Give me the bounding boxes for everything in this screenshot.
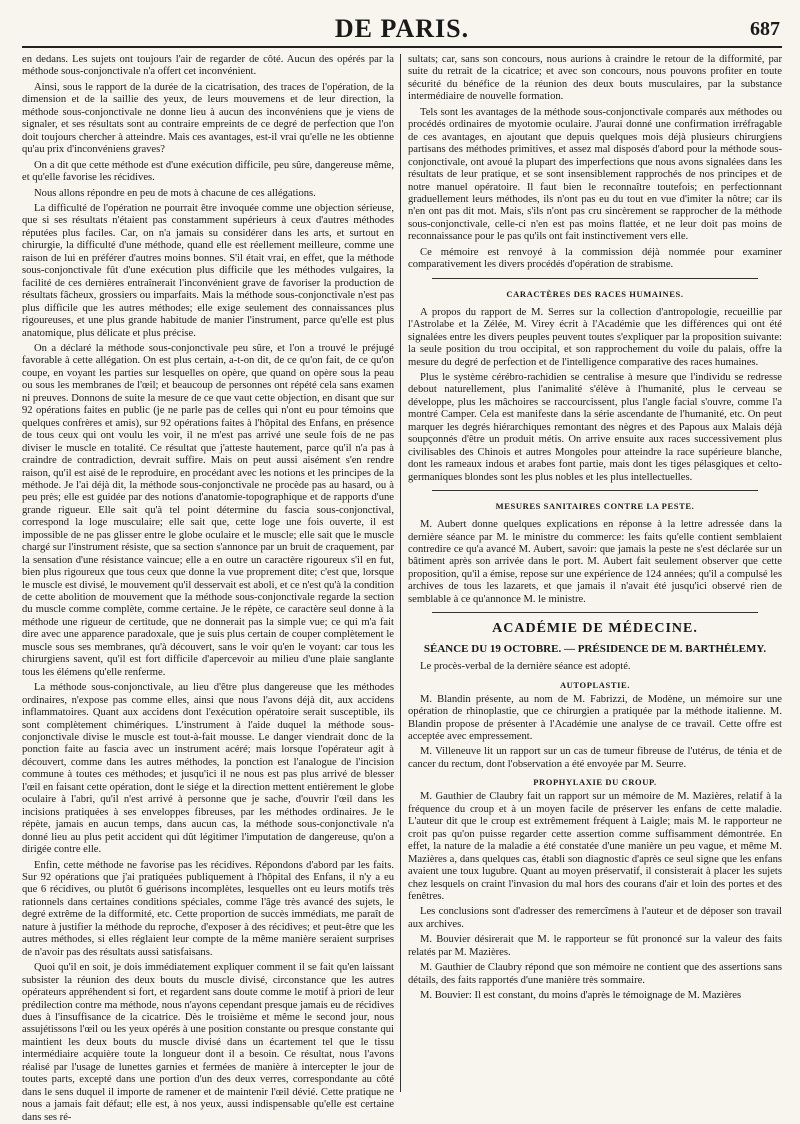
- paragraph: M. Bouvier: Il est constant, du moins d'après le témoignage de M. Mazières: [420, 990, 742, 1002]
- paragraph: On a dit que cette méthode est d'une exécution difficile, peu sûre, dangereuse même, et qu'elle favorise les récidives.: [22, 159, 394, 184]
- columns: [22, 54, 782, 1123]
- column-divider: [400, 54, 401, 1092]
- paragraph: M. Villeneuve lit un rapport sur un cas de tumeur fibreuse de l'utérus, de ténia et de cancer du rectum, dont l'observation a été envoyée par M. Seurre.: [408, 746, 782, 770]
- paragraph: M. Blandin présente, au nom de M. Fabrizzi, de Modène, un mémoire sur une opération de rhinoplastie, que ce chirurgien a pratiquée par la méthode italienne. M. Blandin propose de présenter à l'Académie une analyse de ce travail. Cette offre est acceptée avec empressement.: [408, 693, 782, 743]
- academie-title: ACADÉMIE DE MÉDECINE.: [492, 621, 698, 637]
- section-title-races: CARACTÈRES DES RACES HUMAINES.: [506, 288, 684, 299]
- subsection-title-autoplastie: AUTOPLASTIE.: [559, 679, 631, 690]
- page-number: 687: [750, 18, 780, 40]
- paragraph: On a déclaré la méthode sous-conjonctivale peu sûre, et l'on a trouvé le préjugé favorable à cette allégation. On est plus certain, a-t-on dit, de ce qu'on fait, de ce qu'on coupe, en voyant les parties sur lesquelles on opère, que quand on opère sous la peau ou sous les membranes de l'œil; et beaucoup de personnes ont répété cela sans examen ni preuves. Donnons de suite la mesure de ce que vaut cette objection, en disant que sur 92 opérations faites en public (je ne parle pas de celles qui n'ont eu pour témoins que quelques confrères et amis), sur 92 opérations faites à l'hôpital des Enfans, en présence de tous ceux qui ont voulu les voir, il ne m'est pas arrivé une seule fois de ne pas diviser le muscle en totalité. Ce résultat que j'atteste hautement, parce qu'il n'a pas à craindre de contradiction, devrait suffire. Mais on peut aussi aisément s'en rendre raison, qu'il est aisé de le reproduire, en procédant avec les notions et les principes de la méthode. Je l'ai déjà dit, la méthode sous-conjonctivale ne procède pas au hasard, ou à peu près; elle est guidée par des notions d'anatomie-topographique et de rapports d'une grande rigueur. Elle sait qu'à tel point détermine du fascia sous-conjonctival, correspond la loge musculaire; elle sait que, cette loge une fois ouverte, il est impossible de ne pas glisser entre le globe oculaire et le muscle; elle sait que le muscle chargé sur l'instrument résiste, que sa section s'annonce par un bruit de craquement, par la sensation d'une résistance vaincue; elle a en outre un caractère rigoureux s'il en fut, bien plus rigoureux que tous ceux que donne la vue proprement dite; c'est que, lorsque le muscle est divisé, le mouvement qu'il desservait est aboli, et ce n'est qu'à la condition de cette abolition de mouvement que la méthode sous-conjonctivale regarde la section du muscle comme complète, comme certaine. Je le répète, ce caractère seul donne à la méthode une rigueur de certitude, que ne donnerait pas la simple vue; ce qui m'a fait dire avec une apparence paradoxale, que je suis plus certain de couper complètement le muscle sous ses membranes, qu'à découvert, sans le voir qu'en le voyant: car tous les chirurgiens savent, qu'il est fort difficile d'apercevoir au milieu d'une plaie sanglante tous les élémens qu'elle renferme.: [22, 342, 394, 678]
- left-column: [22, 54, 394, 1123]
- subsection-title-croup: PROPHYLAXIE DU CROUP.: [533, 777, 657, 788]
- paragraph: sultats; car, sans son concours, nous aurions à craindre le retour de la difformité, par suite du retrait de la cicatrice; et avec son concours, nous pouvons profiter en toute sécurité du bénéfice de la réunion des deux bouts musculaires, par la substance intermédiaire de nouvelle formation.: [408, 54, 782, 103]
- seance-heading: SÉANCE DU 19 OCTOBRE. — PRÉSIDENCE DE M. BARTHÉLEMY.: [423, 643, 767, 656]
- page-header: [22, 10, 782, 48]
- paragraph: Ce mémoire est renvoyé à la commission déjà nommée pour examiner comparativement les divers procédés d'opération de strabisme.: [408, 246, 782, 271]
- paragraph: Nous allons répondre en peu de mots à chacune de ces allégations.: [34, 187, 316, 199]
- section-rule: [432, 278, 758, 279]
- paragraph: Tels sont les avantages de la méthode sous-conjonctivale comparés aux méthodes ou procédés ordinaires de myotomie oculaire. J'aurai donné une confirmation irréfragable de ces avantages, en ajoutant que depuis quelques mois déjà plusieurs chirurgiens partisans des méthodes primitives, et assez mal disposés d'abord pour la méthode sous-conjonctivale, ont avoué la plupart des imperfections que nous avons signalées dans les résultats de leur pratique, et se sont insensiblement rapprochés de nos principes et de notre manuel opératoire. Il faut bien le reconnaître toutefois; en perfectionnant graduellement leurs méthodes, ils n'ont pas eu du tout en vue d'imiter la nôtre; car ils n'en ont pas dit mot. Mais, s'ils n'ont pas cru sincèrement se rapprocher de la méthode sous-conjonctivale, celle-ci n'en est pas moins flattée, et ne leur doit pas moins de reconnaissance pour le pas qu'ils ont fait instinctivement vers elle.: [408, 106, 782, 243]
- paragraph: Quoi qu'il en soit, je dois immédiatement expliquer comment il se fait qu'en laissant subsister la réunion des deux bouts du muscle divisé, circonstance que les autres opérateurs appréhendent si fort, et regardent sans doute comme le motif à priori de leur prédilection contre ma méthode, nous n'ayons cependant presque jamais eu de récidives dues à l'insuffisance de la cicatrice. Dès le troisième et même le second jour, nous assujétissons l'œil ou les yeux opérés à une position constante ou presque constante qui maintient les deux bouts du muscle divisé dans un écartement tel que le tissu intermédiaire acquière toute la longueur dont il a besoin. Ce résultat, nous l'avons réalisé par l'usage de lunettes garnies et fermées de manière à intercepter le jour de toutes parts, excepté dans une portion d'un des deux verres, correspondante au côté dans le sens duquel il importe de ramener et de maintenir l'œil dévié. Cette pratique ne nous a jamais fait défaut; elle est, à nos yeux, aussi indispensable qu'elle est certaine dans ses ré-: [22, 962, 394, 1123]
- paragraph: Enfin, cette méthode ne favorise pas les récidives. Répondons d'abord par les faits. Sur 92 opérations que j'ai pratiquées publiquement à l'hôpital des Enfans, il n'y a eu que 6 récidives, ou plutôt 6 guérisons incomplètes, lesquelles ont eu leurs motifs très rationnels dans certaines conditions spéciales, comme l'âge très avancé des sujets, le degré extrême de la difformité, etc. Cette proportion de succès immédiats, me paraît de nature à justifier la méthode du reproche, d'exposer à des récidives; et peut-être que les autres méthodes, si elles réglaient leur compte de la même manière seraient surprises de n'avoir pas des résultats aussi satisfaisans.: [22, 859, 394, 958]
- paragraph: M. Gauthier de Claubry répond que son mémoire ne contient que des assertions sans détails, des faits rapportés d'une manière très sommaire.: [408, 962, 782, 986]
- section-rule: [432, 612, 758, 613]
- section-rule: [432, 490, 758, 491]
- right-column: [408, 54, 782, 1092]
- paragraph: en dedans. Les sujets ont toujours l'air de regarder de côté. Aucun des opérés par la méthode sous-conjonctivale n'a offert cet inconvénient.: [22, 54, 394, 78]
- paragraph: Plus le système cérébro-rachidien se centralise à mesure que l'individu se redresse debout naturellement, plus l'animalité s'élève à l'humanité, plus le cerveau se développe, plus les mâchoires se raccourcissent, plus l'angle facial s'ouvre, comme l'a montré Camper. Cela est manifeste dans la série ascendante de l'humanité, etc. On peut marquer les degrés hiérarchiques remontant des nègres et des Papous aux Malais déjà soupçonnés d'être un produit métis. On arrive ensuite aux races successivement plus civilisables des Chinois et autres Mongoles pour atteindre la race supérieure blanche, dont les rameaux indous et arabes font partie, mais dont les tiges pélasgiques et celto-germaniques blondes sont les plus nobles et les plus intellectuelles.: [408, 371, 782, 483]
- newspaper-page: [22, 10, 782, 1123]
- paragraph: Le procès-verbal de la dernière séance est adopté.: [420, 661, 631, 673]
- paragraph: A propos du rapport de M. Serres sur la collection d'antropologie, recueillie par l'Astrolabe et la Zélée, M. Virey écrit à l'Académie que les différences qui ont été signalées entre les divers peuples peuvent toutes s'expliquer par la proposition suivante: la seule position du trou occipital, et son rapprochement du voile du palais, offre la mesure du degré de perfection et de l'intelligence comparative des races humaines.: [408, 306, 782, 368]
- paragraph: M. Aubert donne quelques explications en réponse à la lettre adressée dans la dernière séance par M. le ministre du commerce: les faits qu'elle contient semblaient contredire ce qu'a avancé M. Aubert, savoir: que jamais la peste ne s'est déclarée sur un bâtiment après son arrivée dans le port. M. Aubert fait seulement observer que cette proposition, qu'il a émise, repose sur une expérience de 124 années; qu'il a compulsé les archives de tous les lazarets, et que jamais il n'avait été jusqu'ici observé rien de semblable à ce qu'annonce M. le ministre.: [408, 519, 782, 605]
- paragraph: La méthode sous-conjonctivale, au lieu d'être plus dangereuse que les méthodes ordinaires, n'expose pas comme elles, ainsi que nous l'avons déjà dit, aux accidens inflammatoires. Quant aux accidens dont l'exécution opératoire serait susceptible, ils sont complètement chimériques. L'instrument à l'aide duquel la méthode sous-conjonctivale divise le muscle est tout-à-fait mousse. Le danger viendrait donc de la ponction faite au fascia avec un instrument acéré; mais lorsque l'opérateur agit à découvert, comme dans les autres méthodes, la ponction est l'analogue de l'incision commune à toutes ces méthodes; et jusqu'ici il ne nous est pas plus arrivé de blesser l'œil en faisant cette opération, dont le siége et la direction mettent entièrement le globe oculaire à l'abri, qu'il n'est arrivé à personne que je sache, d'ouvrir l'œil dans les incisions pratiquées à ses enveloppes fibreuses, par les méthodes ordinaires. Je le répète, jamais en aucun temps, dans aucun cas, la méthode sous-conjonctivale n'a donné lieu au plus petit accident qui dût légitimer l'imputation de dangereuse, qu'on a dirigée contre elle.: [22, 682, 394, 856]
- paragraph: La difficulté de l'opération ne pourrait être invoquée comme une objection sérieuse, que si ses résultats n'étaient pas constamment supérieurs à ceux d'autres méthodes réputées plus faciles. Car, on n'a jamais su considérer dans les arts, et surtout en chirurgie, la difficulté d'une méthode, quand elle est réellement meilleure, comme une raison de lui en préférer d'autres moins bonnes. S'il était vrai, en effet, que la méthode sous-conjonctivale fût d'une exécution plus difficile que les méthodes vulgaires, la facilité de ces dernières entraînerait l'inconvénient grave de favoriser la production de résultats fâcheux, grossiers ou imparfaits. Mais la méthode sous-conjonctivale n'est pas plus difficile que les autres méthodes; elle exige seulement des connaissances plus rigoureuses, et une plus grande habitude de manier l'instrument, parce qu'elle est plus anatomique, plus délicate et plus précise.: [22, 202, 394, 339]
- section-title-peste: MESURES SANITAIRES CONTRE LA PESTE.: [495, 501, 695, 512]
- paragraph: M. Bouvier désirerait que M. le rapporteur se fût prononcé sur la valeur des faits relatés par M. Mazières.: [408, 934, 782, 958]
- paragraph: Ainsi, sous le rapport de la durée de la cicatrisation, des traces de l'opération, de la dimension et de la saillie des yeux, de leurs mouvemens et de leur direction, la méthode sous-conjonctivale ne donne lieu à aucun des inconvéniens que je viens de signaler, et ses résultats sont au contraire empreints de ce degré de perfection que l'on doit toujours chercher à atteindre. Mais ces avantages, est-il vrai qu'elle ne les obtienne qu'au prix d'inconvéniens graves?: [22, 81, 394, 156]
- page-title: DE PARIS.: [334, 14, 470, 43]
- paragraph: M. Gauthier de Claubry fait un rapport sur un mémoire de M. Mazières, relatif à la fréquence du croup et à un moyen facile de préserver les enfans de cette maladie. L'auteur dit que le croup est extrêmement fréquent à Laigle; mais M. le rapporteur ne croit pas qu'on puisse regarder cette assertion comme suffisamment démontrée. En effet, la nature de la maladie a été constatée d'une manière un peu vague, et même M. Mazières a, dans quelques cas, établi son diagnostic d'après ce seul signe que les enfans avaient une toux lugubre. Quant au moyen préservatif, il consisterait à placer les sujets chez lesquels on craint l'invasion du mal hors des courans d'air et loin des portes et des fenêtres.: [408, 791, 782, 903]
- paragraph: Les conclusions sont d'adresser des remercîmens à l'auteur et de déposer son travail aux archives.: [408, 906, 782, 930]
